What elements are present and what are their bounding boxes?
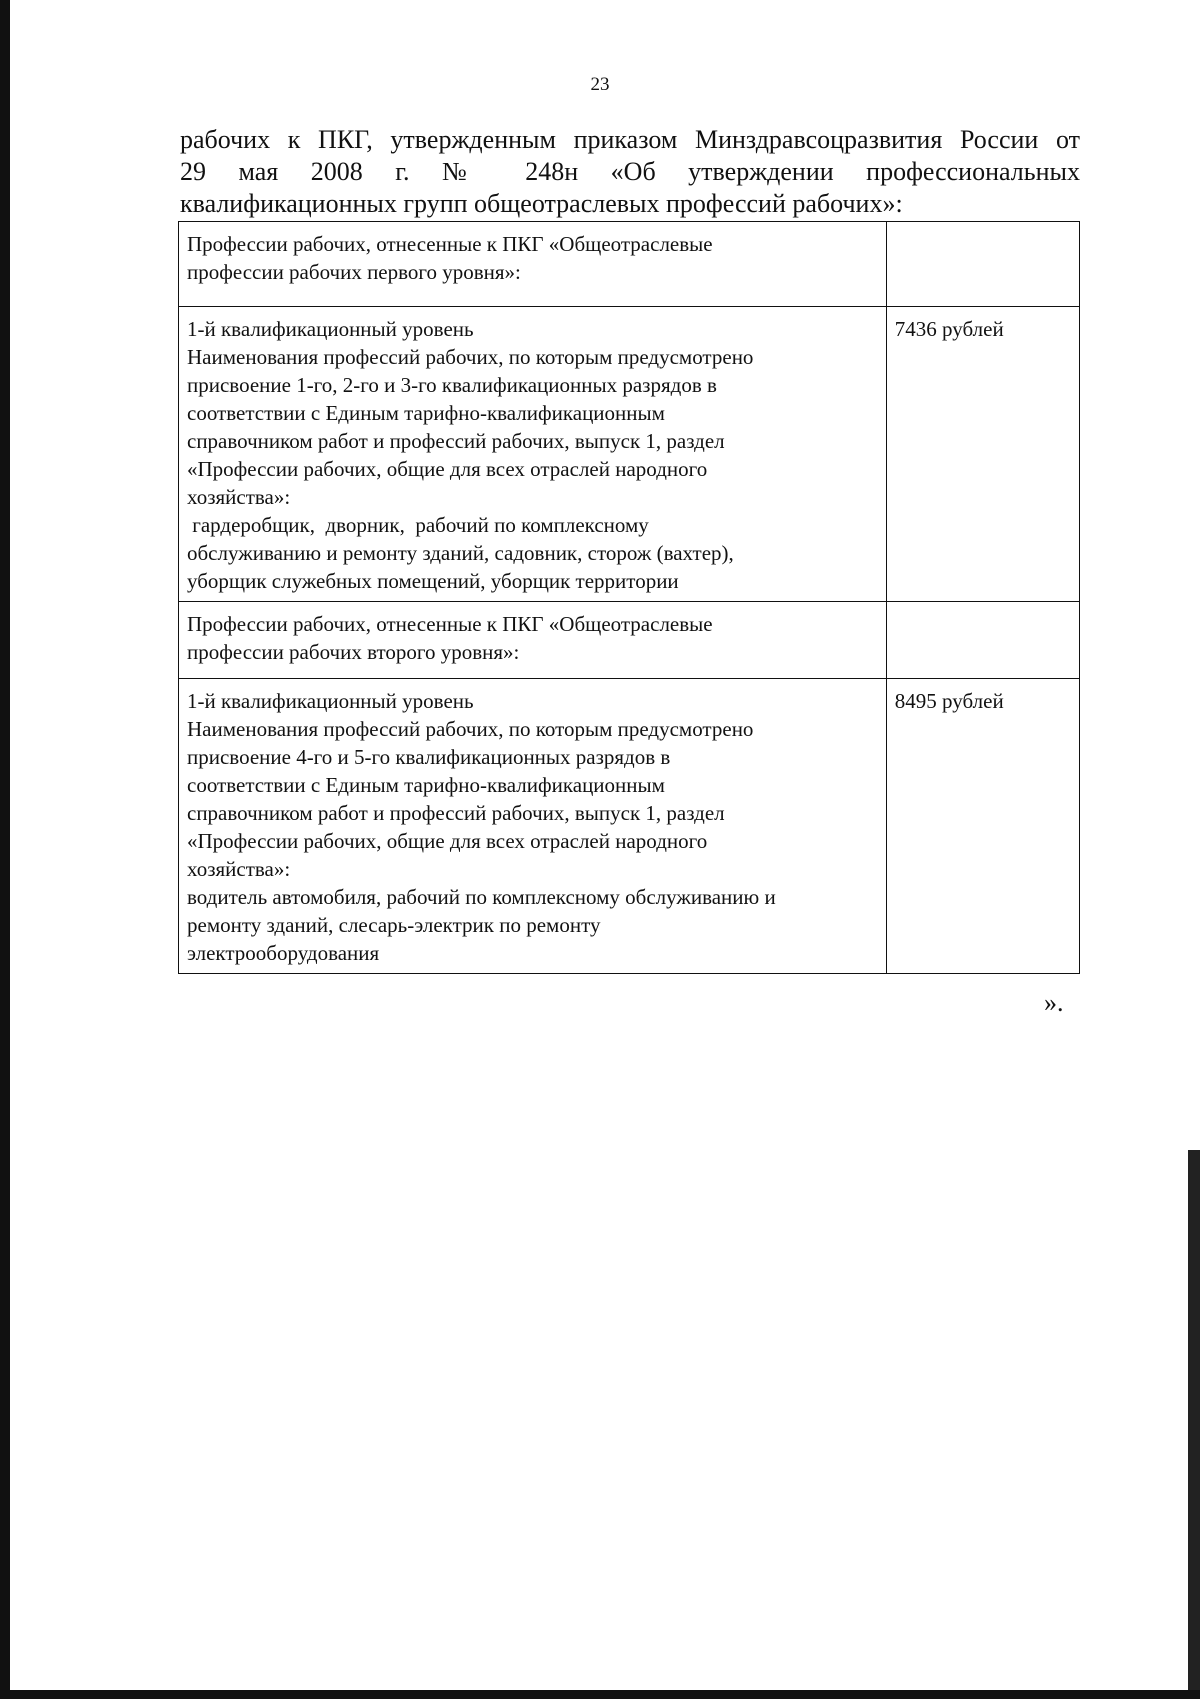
salary-cell: 8495 рублей [886,679,1079,974]
profession-group-cell [179,602,887,679]
cell-line: присвоение 1-го, 2-го и 3-го квалификационных разрядов в [187,373,717,397]
cell-line: обслуживанию и ремонту зданий, садовник, сторож (вахтер), [187,541,734,565]
cell-line: соответствии с Единым тарифно-квалификационным [187,773,665,797]
scan-border-left [0,0,10,1699]
cell-line: справочником работ и профессий рабочих, выпуск 1, раздел [187,801,725,825]
qualification-description-cell [179,679,887,974]
cell-line: Наименования профессий рабочих, по которым предусмотрено [187,345,754,369]
cell-line: профессии рабочих второго уровня»: [187,640,520,664]
cell-line: присвоение 4-го и 5-го квалификационных разрядов в [187,745,671,769]
intro-line: 29 мая 2008 г. № 248н «Об утверждении профессиональных [180,157,1080,186]
table-row-group-header-level-2 [179,602,1080,679]
table-row-qualification-level [179,679,1080,974]
cell-line: уборщик служебных помещений, уборщик территории [187,569,679,593]
cell-line: электрооборудования [187,941,380,965]
cell-line: водитель автомобиля, рабочий по комплексному обслуживанию и [187,885,776,909]
qualification-description-cell [179,307,887,602]
page-number: 23 [590,74,610,95]
cell-line: «Профессии рабочих, общие для всех отраслей народного [187,457,708,481]
cell-line: соответствии с Единым тарифно-квалификационным [187,401,665,425]
cell-line: профессии рабочих первого уровня»: [187,260,521,284]
scan-border-right [1183,1150,1200,1699]
scan-border-bottom [0,1690,1200,1699]
intro-line: квалификационных групп общеотраслевых профессий рабочих»: [180,189,903,218]
cell-line: Наименования профессий рабочих, по которым предусмотрено [187,717,754,741]
salary-table [178,221,1080,974]
cell-line: 1-й квалификационный уровень [187,317,474,341]
salary-cell [886,222,1079,307]
cell-line: хозяйства»: [187,485,291,509]
cell-line: хозяйства»: [187,857,291,881]
cell-line: справочником работ и профессий рабочих, выпуск 1, раздел [187,429,725,453]
profession-group-cell [179,222,887,307]
cell-line: Профессии рабочих, отнесенные к ПКГ «Общеотраслевые [187,232,713,256]
intro-paragraph [180,124,1080,220]
cell-line: «Профессии рабочих, общие для всех отраслей народного [187,829,708,853]
cell-line: гардеробщик, дворник, рабочий по комплексному [187,513,649,537]
cell-line: ремонту зданий, слесарь-электрик по ремонту [187,913,601,937]
intro-line: рабочих к ПКГ, утвержденным приказом Минздравсоцразвития России от [180,125,1080,154]
cell-line: Профессии рабочих, отнесенные к ПКГ «Общеотраслевые [187,612,713,636]
closing-quote-mark: ». [1044,988,1064,1017]
table-row-qualification-level [179,307,1080,602]
cell-line: 1-й квалификационный уровень [187,689,474,713]
salary-cell [886,602,1079,679]
salary-cell: 7436 рублей [886,307,1079,602]
table-row-group-header-level-1 [179,222,1080,307]
